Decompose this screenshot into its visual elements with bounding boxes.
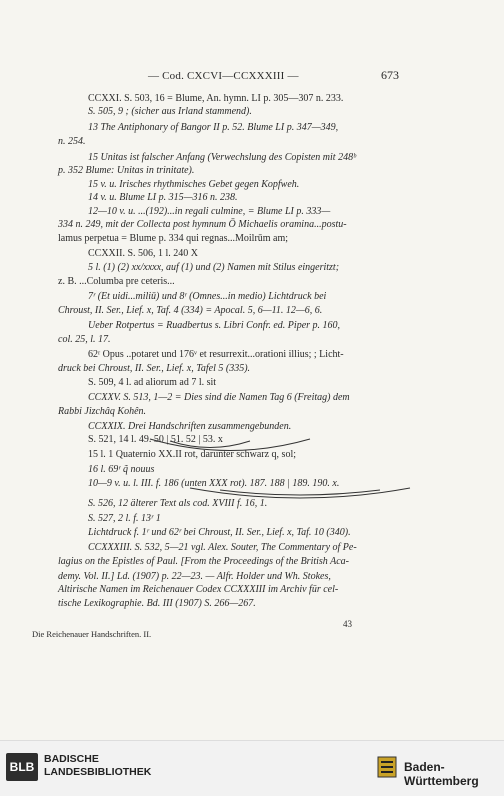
library-name[interactable] [44,753,151,779]
text-line: 334 n. 249, mit der Collecta post hymnum Ō Michaelis oramina...postu- [58,219,347,230]
text-line: 10—9 v. u. l. III. f. 186 (unten XXX rot). 187. 188 | 189. 190. x. [88,478,340,489]
text-line: Rabbi Jizchâq Kohên. [58,406,147,417]
blb-logo[interactable]: BLB [6,753,38,781]
text-line: 16 l. 69ʳ q̃ nouus [88,464,155,475]
text-line: Ueber Rotpertus = Ruadbertus s. Libri Confr. ed. Piper p. 160, [88,320,341,331]
text-line: Altirische Namen im Reichenauer Codex CCXXXIII im Archiv für cel- [58,584,339,595]
running-header [0,70,504,86]
page-number: 673 [381,68,399,82]
text-line: 15 Unitas ist falscher Anfang (Verwechslung des Copisten mit 248ᵇ [88,152,356,163]
text-line: lagius on the Epistles of Paul. [From the Proceedings of the British Aca- [58,556,349,567]
text-line: CCXXV. S. 513, 1—2 = Dies sind die Namen Tag 6 (Freitag) dem [88,392,350,403]
text-line: S. 505, 9 ; (sicher aus Irland stammend). [88,106,252,117]
text-line: S. 509, 4 l. ad aliorum ad 7 l. sit [88,377,217,388]
signature-number: 43 [343,619,352,629]
state-name[interactable]: Baden-Württemberg [404,760,479,788]
text-line: p. 352 Blume: Unitas in trinitate). [58,165,195,176]
text-line: 62ʳ Opus ..potaret und 176ᵛ et resurrexit...orationi illius; ; Licht- [88,349,344,360]
text-line: druck bei Chroust, II. Ser., Lief. x, Tafel 5 (335). [58,363,251,374]
text-line: CCXXII. S. 506, 1 l. 240 X [88,248,199,259]
text-line: Lichtdruck f. 1ʳ und 62ʳ bei Chroust, II. Ser., Lief. x, Taf. 10 (340). [88,527,351,538]
text-line: 7ʳ (Et uidi...miliū) und 8ʳ (Omnes...in medio) Lichtdruck bei [88,291,327,302]
text-line: 12—10 v. u. ...(192)...in regali culmine, = Blume LI p. 333— [88,206,331,217]
text-line: z. B. ...Columba pre ceteris... [58,276,175,287]
state-crest-icon [376,755,398,779]
text-line: 15 v. u. Irisches rhythmisches Gebet gegen Kopfweh. [88,179,300,190]
text-line: S. 527, 2 l. f. 13ʳ 1 [88,513,161,524]
text-line: 15 l. 1 Quaternio XX.II rot, darunter schwarz q, sol; [88,449,296,460]
text-line: CCXXIX. Drei Handschriften zusammengebunden. [88,421,292,432]
text-line: Chroust, II. Ser., Lief. x, Taf. 4 (334) = Apocal. 5, 6—11. 12—6, 6. [58,305,323,316]
text-line: CCXXXIII. S. 532, 5—21 vgl. Alex. Souter, The Commentary of Pe- [88,542,357,553]
footer-title: Die Reichenauer Handschriften. II. [32,629,152,639]
library-name-line1: BADISCHE [44,753,99,765]
text-line: CCXXI. S. 503, 16 = Blume, An. hymn. LI p. 305—307 n. 233. [88,93,344,104]
running-title: — Cod. CXCVI—CCXXXIII — [148,70,299,82]
text-line: n. 254. [58,136,86,147]
text-line: demy. Vol. II.] Ld. (1907) p. 22—23. — Alfr. Holder und Wh. Stokes, [58,571,331,582]
text-line: S. 521, 14 l. 49. 50 | 51. 52 | 53. x [88,434,223,445]
library-banner [0,740,504,796]
library-name-line2: LANDESBIBLIOTHEK [44,766,152,778]
arc-marking-4 [220,490,380,495]
text-line: col. 25, l. 17. [58,334,111,345]
text-line: 13 The Antiphonary of Bangor II p. 52. Blume LI p. 347—349, [88,122,339,133]
text-line: S. 526, 12 älterer Text als cod. XVIII f. 16, 1. [88,498,268,509]
text-line: 14 v. u. Blume LI p. 315—316 n. 238. [88,192,238,203]
text-line: lamus perpetua = Blume p. 334 qui regnas...Moilrūm am; [58,233,289,244]
text-line: 5 l. (1) (2) xx/xxxx, auf (1) und (2) Namen mit Stilus eingeritzt; [88,262,340,273]
text-line: tische Lexikographie. Bd. III (1907) S. 266—267. [58,598,256,609]
